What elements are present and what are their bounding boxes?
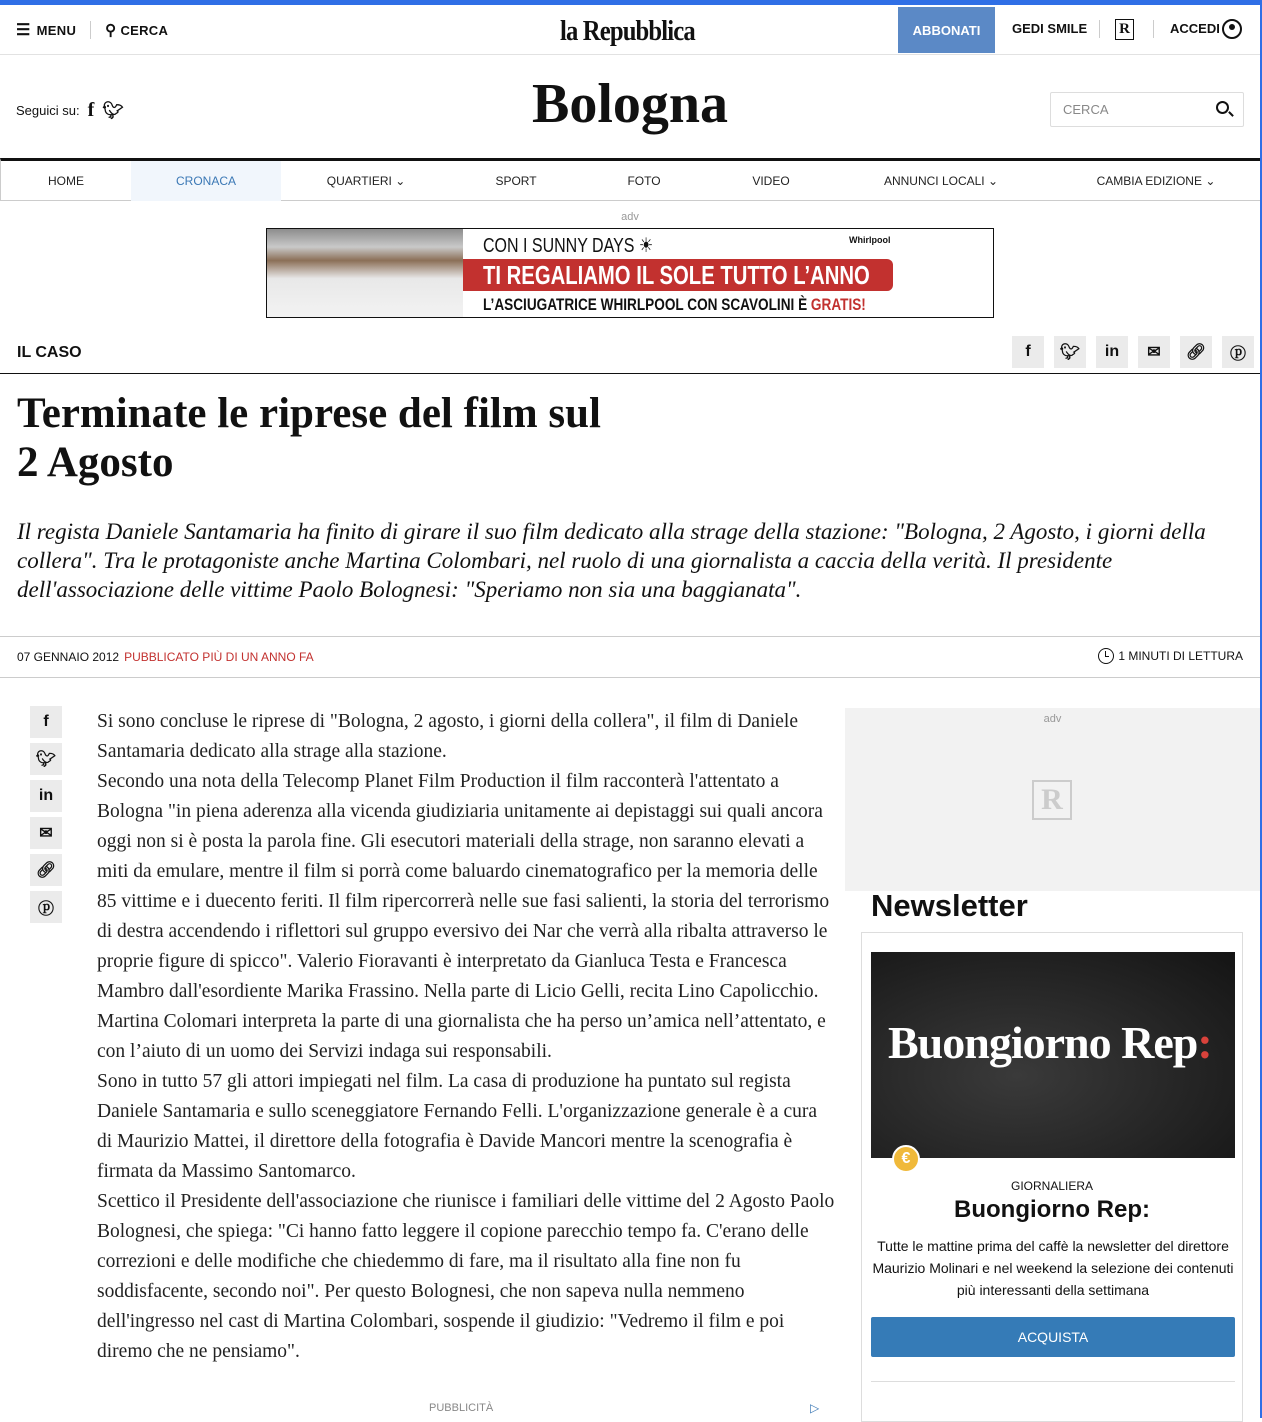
gedi-smile-link[interactable]: GEDI SMILE — [1012, 21, 1088, 36]
login-link[interactable]: ACCEDI — [1170, 21, 1220, 36]
article-age: PUBBLICATO PIÙ DI UN ANNO FA — [124, 650, 314, 664]
divider — [871, 1381, 1235, 1382]
divider — [1153, 20, 1154, 38]
hamburger-icon: ☰ — [16, 22, 31, 39]
ad-line-1: CON I SUNNY DAYS — [483, 235, 635, 257]
repubblica-r-icon[interactable]: R — [1115, 19, 1134, 40]
ad-kitchen-image — [267, 229, 463, 318]
nav-foto[interactable]: FOTO — [627, 174, 661, 188]
search-label: CERCA — [120, 22, 169, 38]
article-paragraph: Scettico il Presidente dell'associazione che riunisce i familiari delle vittime del 2 Agosto Paolo Bolognesi, che spiega: "Ci hanno fatto leggere il copione parecchio tempo fa. C'erano delle correzioni e delle modifiche che chiedemmo di fare, ma il risultato alla fine non fu soddisfacente, secondo noi". Per questo Bolognesi, che non sapeva nulla nemmeno dell'ingresso nel cast di Martina Colombari, sospende il giudizio: "Vedremo il film e poi diremo che ne pensiamo". — [97, 1191, 835, 1362]
email-icon[interactable]: ✉ — [1138, 336, 1170, 368]
nav-cambia-edizione[interactable] — [1071, 161, 1241, 201]
ad-banner[interactable] — [266, 228, 994, 318]
pinterest-icon[interactable]: ⓟ — [30, 891, 62, 923]
ad-label: adv — [1043, 713, 1062, 725]
article-paragraph: Sono in tutto 57 gli attori impiegati nel film. La casa di produzione ha puntato sul regista Daniele Santamaria e sullo sceneggiatore Fernando Felli. L'organizzazione generale è a cura di Maurizio Mattei, il direttore della fotografia è Davide Mancori mentre la scenografia è firmata da Massimo Santomarco. — [97, 1071, 817, 1182]
nav-sport[interactable]: SPORT — [495, 174, 537, 188]
article-body — [97, 707, 837, 1367]
article-meta — [17, 650, 314, 664]
newsletter-description: Tutte le mattine prima del caffè la newsletter del direttore Maurizio Molinari e nel weekend la selezione dei contenuti più interessanti della settimana — [872, 1238, 1234, 1298]
section-nav — [0, 158, 1260, 201]
newsletter-image-title: Buongiorno Rep — [888, 1017, 1198, 1068]
user-icon[interactable] — [1222, 19, 1242, 39]
newsletter-heading: Newsletter — [871, 888, 1028, 923]
sun-icon: ☀ — [638, 235, 654, 257]
ad-headline-band — [463, 259, 893, 291]
chevron-down-icon: ⌄ — [391, 174, 406, 188]
article-title: Terminate le riprese del film sul 2 Agosto — [17, 390, 602, 486]
masthead — [0, 56, 1260, 158]
ad-label: adv — [621, 211, 639, 223]
ad-brand-logo: Whirlpool — [849, 235, 891, 245]
divider — [0, 373, 1260, 374]
twitter-icon[interactable]: 🐦︎ — [102, 100, 124, 121]
divider — [90, 21, 91, 39]
facebook-icon[interactable]: f — [30, 706, 62, 738]
article-paragraph: Secondo una nota della Telecomp Planet Film Production il film racconterà l'attentato a Bologna "in piena aderenza alla vicenda giudiziaria unitamente ai depistaggi sui quali ancora oggi non si è posta la parola fine. Gli esecutori materiali della strage, non saranno elevati a miti da emulare, mentre il film si porrà come baluardo cinematografico per la memoria delle 85 vittime e i duecento feriti. Il film ripercorrerà nelle sue fasi salienti, la storia del terrorismo di destra accendendo i riflettori sul gruppo eversivo dei Nar che verrà alla ribalta attraverso le proprie figure di spicco". Valerio Fioravanti è interpretato da Gianluca Testa e Francesca Mambro dall'esordiente Marika Frassino. Nella parte di Licio Gelli, recita Lino Capolicchio. Martina Colomari interpreta la parte di una giornalista che ha perso un’amica nell’attentato, e con l’aiuto di un uomo dei Servizi indaga sui responsabili. — [97, 771, 830, 1062]
linkedin-icon[interactable]: in — [1096, 336, 1128, 368]
article-kicker: IL CASO — [17, 344, 82, 361]
nav-quartieri[interactable] — [301, 161, 431, 201]
pinterest-icon[interactable]: ⓟ — [1222, 336, 1254, 368]
paid-euro-icon: € — [892, 1145, 920, 1173]
sidebar-ad[interactable] — [845, 708, 1260, 891]
link-icon[interactable]: 🔗︎ — [30, 854, 62, 886]
nav-home[interactable]: HOME — [48, 174, 84, 188]
newsletter-name: Buongiorno Rep: — [954, 1196, 1150, 1223]
newsletter-image-colon: : — [1197, 1017, 1212, 1068]
nav-cronaca[interactable]: CRONACA — [131, 161, 281, 201]
share-bar-top — [1012, 336, 1254, 368]
ad-label: PUBBLICITÀ — [429, 1402, 494, 1414]
newsletter-frequency: GIORNALIERA — [1010, 1179, 1094, 1193]
nav-annunci-locali[interactable] — [861, 161, 1021, 201]
divider — [0, 677, 1260, 678]
newsletter-card — [861, 932, 1243, 1422]
article-paragraph: Si sono concluse le riprese di "Bologna, 2 agosto, i giorni della collera", il film di Daniele Santamaria dedicato alla strage alla stazione. — [97, 711, 798, 762]
link-icon[interactable]: 🔗︎ — [1180, 336, 1212, 368]
nav-video[interactable]: VIDEO — [752, 174, 790, 188]
search-placeholder: CERCA — [1063, 102, 1109, 117]
reading-time — [1098, 648, 1243, 664]
share-bar-side — [30, 706, 62, 923]
email-icon[interactable]: ✉ — [30, 817, 62, 849]
ad-line-2: TI REGALIAMO IL SOLE TUTTO L’ANNO — [483, 260, 870, 290]
twitter-icon[interactable]: 🐦︎ — [1054, 336, 1086, 368]
clock-icon — [1098, 648, 1114, 664]
linkedin-icon[interactable]: in — [30, 780, 62, 812]
chevron-down-icon: ⌄ — [984, 174, 999, 188]
facebook-icon[interactable]: f — [87, 99, 95, 121]
publish-date: 07 GENNAIO 2012 — [17, 650, 120, 664]
menu-button[interactable] — [16, 20, 76, 40]
adchoices-icon[interactable]: ▷ — [810, 1401, 820, 1415]
article-lead: Il regista Daniele Santamaria ha finito di girare il suo film dedicato alla strage della stazione: "Bologna, 2 Agosto, i giorni della collera". Tra le protagoniste anche Martina Colombari, nel ruolo di una giornalista a caccia della verità. Il presidente dell'associazione delle vittime Paolo Bolognesi: "Speriamo non sia una baggianata". — [17, 519, 1206, 602]
chevron-down-icon: ⌄ — [1201, 174, 1216, 188]
search-input[interactable] — [1050, 92, 1244, 127]
ad-line-3: L’ASCIUGATRICE WHIRLPOOL CON SCAVOLINI È — [483, 295, 811, 314]
repubblica-placeholder-logo: R — [1032, 780, 1072, 820]
buy-button[interactable]: ACQUISTA — [871, 1317, 1235, 1357]
top-header — [0, 5, 1260, 55]
search-icon: ⚲ — [105, 22, 117, 39]
search-button[interactable] — [105, 21, 168, 39]
newsletter-image — [871, 952, 1235, 1158]
twitter-icon[interactable]: 🐦︎ — [30, 743, 62, 775]
divider — [1099, 20, 1100, 38]
ad-line-3-highlight: GRATIS! — [810, 295, 866, 314]
search-icon[interactable] — [1216, 101, 1229, 114]
divider — [0, 636, 1260, 637]
follow-label: Seguici su: — [16, 103, 80, 118]
nav-label: ANNUNCI LOCALI — [883, 174, 985, 188]
reading-time-label: 1 MINUTI DI LETTURA — [1118, 649, 1243, 663]
edition-title: Bologna — [531, 73, 729, 135]
site-logo[interactable]: la Repubblica — [560, 15, 695, 47]
facebook-icon[interactable]: f — [1012, 336, 1044, 368]
subscribe-button[interactable]: ABBONATI — [898, 7, 995, 53]
menu-label: MENU — [36, 22, 77, 38]
nav-label: CAMBIA EDIZIONE — [1096, 174, 1202, 188]
nav-label: QUARTIERI — [326, 174, 392, 188]
